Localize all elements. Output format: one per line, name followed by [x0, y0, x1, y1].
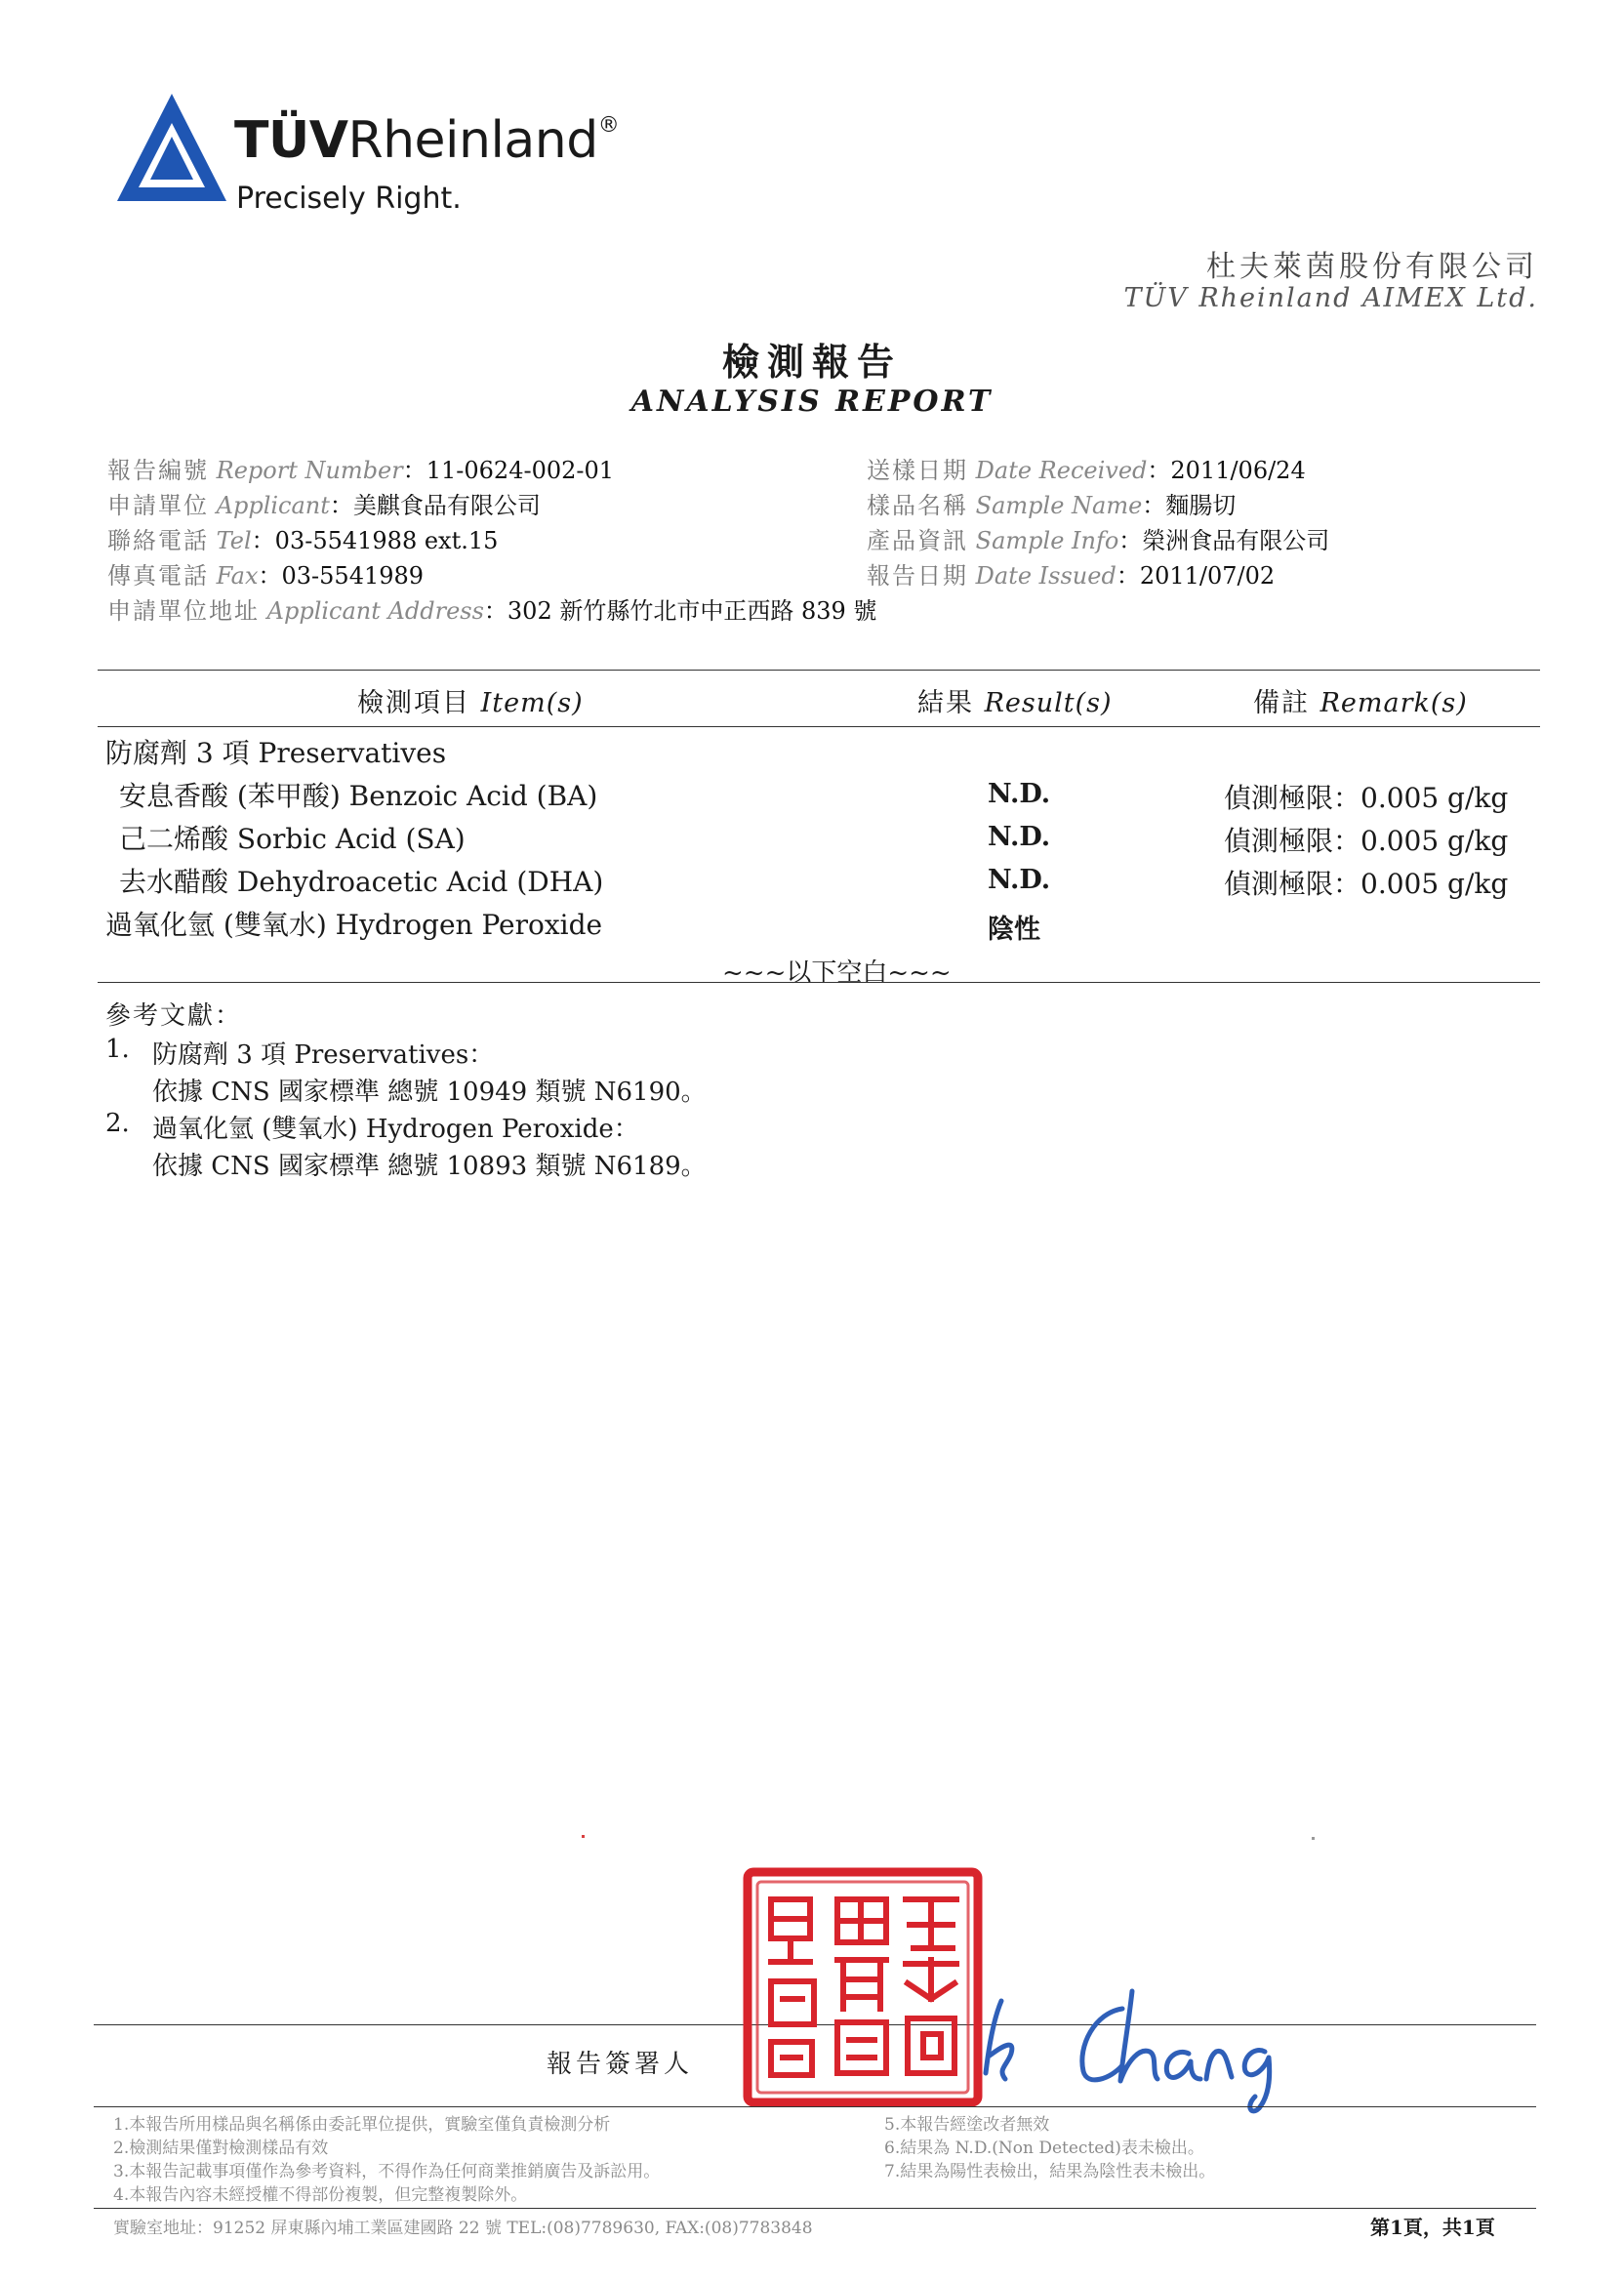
- col-header-remark: 備註 Remark(s): [1253, 688, 1468, 718]
- footer-note: 3.本報告記載事項僅作為參考資料，不得作為任何商業推銷廣告及訴訟用。: [113, 2162, 661, 2181]
- address-value: 302 新竹縣竹北市中正西路 839 號: [507, 597, 877, 625]
- sample-name-value: 麵腸切: [1165, 492, 1237, 519]
- reference-number: 2.: [105, 1109, 130, 1138]
- date-issued-value: 2011/07/02: [1139, 562, 1276, 590]
- reference-number: 1.: [105, 1035, 130, 1064]
- date-received-value: 2011/06/24: [1170, 457, 1306, 484]
- footer-note: 2.檢測結果僅對檢測樣品有效: [113, 2139, 329, 2158]
- fax-value: 03-5541989: [281, 562, 425, 590]
- page-number: 第1頁，共1頁: [1370, 2216, 1495, 2239]
- logo-brand-rest: Rheinland: [347, 111, 598, 170]
- report-title-en: ANALYSIS REPORT: [630, 385, 994, 419]
- col-header-item: 檢測項目 Item(s): [357, 688, 584, 718]
- meta-tel: 聯絡電話 Tel：03-5541988 ext.15: [107, 527, 499, 554]
- table-row-remark: 偵測極限：0.005 g/kg: [1224, 868, 1509, 900]
- meta-applicant: 申請單位 Applicant：美麒食品有限公司: [107, 492, 541, 519]
- logo-brand-bold: TÜV: [234, 111, 348, 170]
- meta-fax: 傳真電話 Fax：03-5541989: [107, 562, 425, 590]
- tel-value: 03-5541988 ext.15: [274, 527, 499, 554]
- references-title: 參考文獻：: [105, 1001, 243, 1031]
- scan-speck: [1312, 1837, 1315, 1840]
- col-header-result: 結果 Result(s): [917, 688, 1113, 718]
- logo-tagline: Precisely Right.: [236, 182, 462, 216]
- registered-mark: ®: [597, 113, 620, 138]
- reference-detail: 依據 CNS 國家標準 總號 10893 類號 N6189。: [152, 1152, 707, 1181]
- sample-info-value: 榮洲食品有限公司: [1142, 527, 1330, 554]
- table-row-item: 去水醋酸 Dehydroacetic Acid (DHA): [119, 866, 604, 898]
- footer-note: 1.本報告所用樣品與名稱係由委託單位提供，實驗室僅負責檢測分析: [113, 2115, 611, 2135]
- meta-report-number: 報告編號 Report Number：11-0624-002-01: [107, 457, 615, 484]
- triangle-logo-icon: [117, 94, 226, 201]
- reference-title: 過氧化氫 (雙氧水) Hydrogen Peroxide：: [152, 1115, 639, 1144]
- signatory-label: 報告簽署人: [547, 2050, 694, 2079]
- meta-sample-info: 產品資訊 Sample Info：榮洲食品有限公司: [867, 527, 1330, 554]
- meta-sample-name: 樣品名稱 Sample Name：麵腸切: [867, 492, 1237, 519]
- footer-rule: [94, 2208, 1536, 2209]
- footer-note: 4.本報告內容未經授權不得部份複製，但完整複製除外。: [113, 2185, 528, 2205]
- company-name-en: TÜV Rheinland AIMEX Ltd.: [1123, 283, 1538, 313]
- logo-brand: [234, 111, 619, 170]
- table-bottom-rule: [98, 982, 1540, 983]
- reference-title: 防腐劑 3 項 Preservatives：: [152, 1040, 495, 1070]
- table-end-marker: ~~~以下空白~~~: [722, 958, 952, 988]
- footer-note: 5.本報告經塗改者無效: [884, 2115, 1050, 2135]
- scan-speck: [582, 1835, 585, 1838]
- lab-address: 實驗室地址：91252 屏東縣內埔工業區建國路 22 號 TEL:(08)7789630, FAX:(08)7783848: [113, 2219, 813, 2238]
- handwritten-signature: [976, 1972, 1308, 2118]
- report-number-value: 11-0624-002-01: [426, 457, 615, 484]
- signature-bottom-rule: [94, 2106, 1536, 2107]
- table-row-item: 安息香酸 (苯甲酸) Benzoic Acid (BA): [119, 780, 598, 812]
- table-row-item: 過氧化氫 (雙氧水) Hydrogen Peroxide: [105, 909, 603, 941]
- report-title-zh: 檢測報告: [721, 340, 902, 384]
- reference-detail: 依據 CNS 國家標準 總號 10949 類號 N6190。: [152, 1078, 707, 1107]
- meta-date-received: 送樣日期 Date Received：2011/06/24: [867, 457, 1306, 484]
- table-top-rule: [98, 670, 1540, 671]
- applicant-value: 美麒食品有限公司: [352, 492, 541, 519]
- footer-note: 7.結果為陽性表檢出，結果為陰性表未檢出。: [884, 2162, 1216, 2181]
- group-preservatives: 防腐劑 3 項 Preservatives: [105, 737, 447, 769]
- table-row-result: N.D.: [988, 865, 1051, 895]
- meta-address: 申請單位地址 Applicant Address：302 新竹縣竹北市中正西路 839 號: [107, 597, 877, 625]
- table-row-remark: 偵測極限：0.005 g/kg: [1224, 782, 1509, 814]
- table-row-result: 陰性: [988, 915, 1040, 945]
- table-row-item: 己二烯酸 Sorbic Acid (SA): [119, 823, 466, 855]
- footer-note: 6.結果為 N.D.(Non Detected)表未檢出。: [884, 2139, 1204, 2158]
- company-name-zh: 杜夫萊茵股份有限公司: [1206, 250, 1538, 284]
- table-row-remark: 偵測極限：0.005 g/kg: [1224, 825, 1509, 857]
- table-header-rule: [98, 726, 1540, 727]
- table-row-result: N.D.: [988, 779, 1051, 809]
- company-stamp: [742, 1866, 984, 2108]
- table-row-result: N.D.: [988, 822, 1051, 852]
- meta-date-issued: 報告日期 Date Issued：2011/07/02: [867, 562, 1276, 590]
